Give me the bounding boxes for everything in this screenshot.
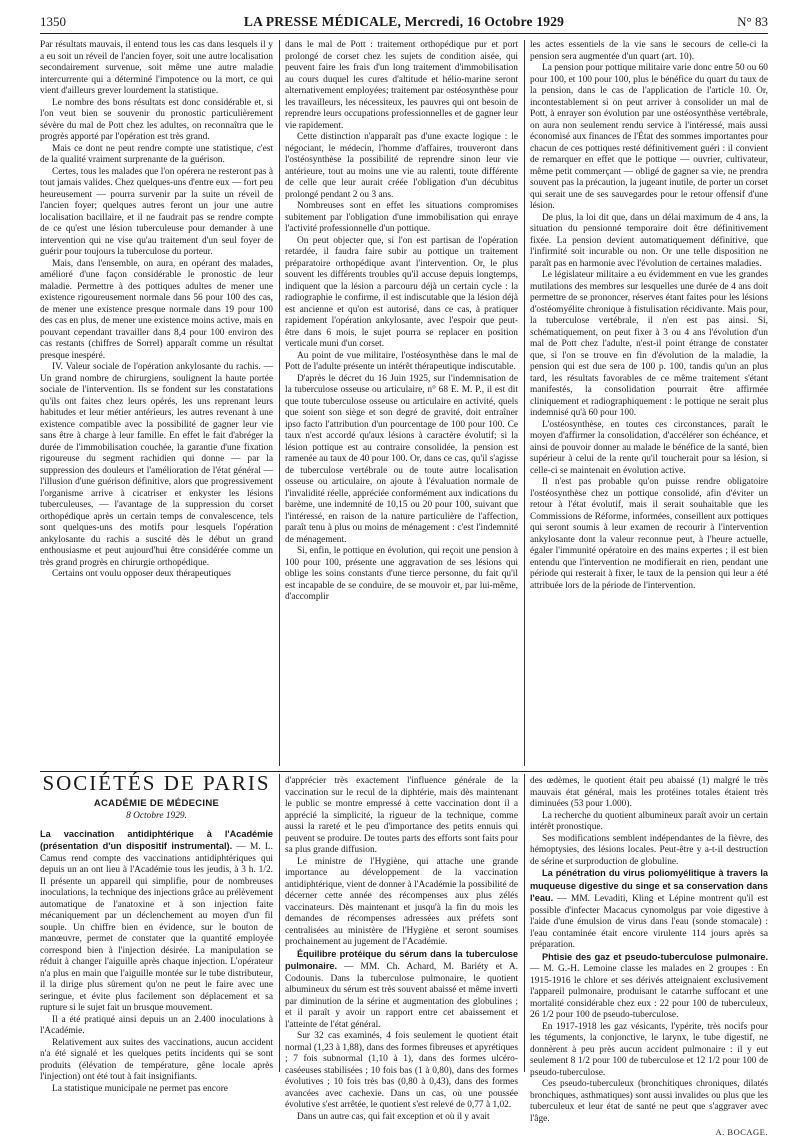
column-divider [524,774,525,1072]
paragraph: Nombreuses sont en effet les situations compromises subitement par l'obligation d'une immobilisation qui enraye l'activité professionnelle d'un pottique. [285,201,518,234]
section-title: SOCIÉTÉS DE PARIS [42,771,271,795]
article-column-1 [40,40,273,768]
paragraph: Il a été pratiqué ainsi depuis un an 2.400 inoculations à l'Académie. [40,1014,273,1036]
paragraph [285,949,518,1032]
signature: A. BOCAGE. [715,1127,768,1137]
paragraph: Cette distinction n'apparaît pas d'une exacte logique : le négociant, le médecin, l'homme d'affaires, trouveront dans l'ostéosynthèse la possibilité de reprendre sinon leur vie antérieure, tout au moins une vie au ralenti, toute différente de celle que leur aurait créée l'obligation d'un décubitus prolongé pendant 2 ou 3 ans. [285,132,518,200]
paragraph: Certes, tous les malades que l'on opérera ne resteront pas à tout jamais valides. Chez quelques-uns d'entre eux — fort peu heureusement — pourra survenir par la suite un réveil de l'ancien foyer; quelques autres feront un jour une autre localisation bacillaire, et il ne faudrait pas se rendre compte de ce qu'est une lésion tuberculeuse pour demander à une intervention qui ne vise qu'au traitement d'un seul foyer de guérir pour toujours la tuberculose du porteur. [40,166,273,257]
paragraph: En 1917-1918 les gaz vésicants, l'ypérite, très nocifs pour les téguments, la conjonctive, le larynx, le tube digestif, ne donnèrent à peu près aucun accident pulmonaire : il y eut seulement 8 1/2 pour 100 de tuberculose et 12 1/2 pour 100 de pseudo-tuberculose. [530,1021,768,1078]
societies-column-2 [285,776,518,1122]
paragraph: De plus, la loi dit que, dans un délai maximum de 4 ans, la situation du pensionné temporaire doit être définitivement fixée. La pension devient automatiquement définitive, que l'infirmité soit incurable ou non. Or une telle disposition ne paraît pas en harmonie avec l'évolution de certaines maladies. [530,212,768,269]
paragraph: Relativement aux suites des vaccinations, aucun accident n'a été signalé et les quelques petits incidents qui se sont produits (élévation de température, gêne locale après l'injection) ont été tout à fait insignifiants. [40,1037,273,1082]
paragraph: IV. Valeur sociale de l'opération ankylosante du rachis. — Un grand nombre de chirurgiens, soulignent la haute portée sociale de l'intervention. Ils se fondent sur les constatations qu'ils ont faites chez leurs opérés, les uns reprenant leurs habitudes et leur métier antérieurs, les autres revenant à une existence compatible avec la possibilité de gagner leur vie sans être à charge à leur famille. En effet le fait d'abréger la durée de l'immobilisation couchée, la garantie d'une fixation rigoureuse du segment rachidien qui donne — par la suppression des douleurs et l'amélioration de l'état général — l'illusion d'une guérison définitive, alors que progressivement l'organisme arrive à cicatriser et enkyster les lésions tuberculeuses, — l'avantage de la suppression du corset orthopédique après un certain temps de convalescence, tels sont quelques-uns des motifs pour lesquels l'opération ankylosante du rachis a suscité dès le début un grand enthousiasme et peut aujourd'hui être considérée comme un très grand progrès en chirurgie orthopédique. [40,362,273,568]
paragraph: Sur 32 cas examinés, 4 fois seulement le quotient était normal (1,23 à 1,88), dans des formes fibreuses et apyrétiques ; 7 fois subnormal (1,10 à 1), dans des formes ulcéro-caséeuses stabilisées ; 10 fois bas (1 à 0,80), dans des formes évolutives ; 10 fois très bas (0,80 à 0,43), dans des formes avancées avec cachexie. Dans un cas, où une poussée évolutive s'est arrêtée, le quotient s'est relevé de 0,77 à 1,02. [285,1031,518,1110]
paragraph-text: — MM. Ch. Achard, M. Bariéty et A. Codounis. Dans la tuberculose pulmonaire, le quotient albumineux du sérum est très souvent abaissé et même inverti par diminution de la sérine et augmentation des globulines ; et il paraît y avoir un rapport entre cet abaissement et l'atteinte de l'état général. [285,962,518,1030]
communication-heading: La pénétration du virus poliomyélitique à travers la muqueuse digestive du singe et sa conservation dans l'eau. [530,868,768,903]
paragraph: La pension pour pottique militaire varie donc entre 50 ou 60 pour 100, et 100 pour 100, plus le bénéfice du quart du taux de la pension, dans le cas de l'application de l'article 10. Or, incontestablement si on peut arriver à consolider un mal de Pott, à enrayer son évolution par une ostéosynthèse vertébrale, on aura non seulement rendu service à l'intéressé, mais aussi économisé aux finances de l'État des sommes importantes pour chacun de ces pottiques resté définitivement guéri : il convient de remarquer en effet que le pottique — ouvrier, cultivateur, même petit commerçant — obligé de gagner sa vie, ne prendra souvent pas la précaution, la jugeant inutile, de porter un corset qui serait une de ses sauvegardes pour le retour offensif d'une lésion. [530,63,768,211]
communication-heading: Phtisie des gaz et pseudo-tuberculose pulmonaire. [542,951,768,962]
societies-column-1-body [40,829,273,1096]
paragraph: L'ostéosynthèse, en toutes ces circonstances, paraît le moyen d'affirmer la consolidation, d'accélérer son échéance, et ainsi de pouvoir donner au malade le bénéfice de la santé, bien supérieur à celui de la rente qu'il toucherait pour sa lésion, si celle-ci se maintenait en évolution active. [530,419,768,476]
paragraph: d'apprécier très exactement l'influence générale de la vaccination sur le recul de la diphtérie, mais dès maintenant le public se montre empressé à cette vaccination dont il a apprécié la simplicité, la rigueur de la technique, comme aussi la rareté et le peu d'importance des petits ennuis qui peuvent se produire. De toutes parts des efforts sont faits pour sa plus grande diffusion. [285,776,518,855]
paragraph: La recherche du quotient albumineux paraît avoir un certain intérêt pronostique. [530,810,768,832]
paragraph: les actes essentiels de la vie sans le secours de celle-ci la pension sera augmentée d'un quart (art. 10). [530,40,768,62]
header-rule [40,33,768,34]
paragraph: Le nombre des bons résultats est donc considérable et, si l'on veut bien se souvenir du pronostic particulièrement sévère du mal de Pott chez les adultes, on reconnaîtra que le progrès apporté par l'opération est très grand. [40,97,273,142]
paragraph: Le ministre de l'Hygiène, qui attache une grande importance au développement de la vaccination antidiphtérique, vient de donner à l'Académie la possibilité de décerner cette année des récompenses aux plus zélés vaccinateurs. Dès maintenant et jusqu'à la fin du mois les demandes de récompenses adressées aux préfets sont centralisées au ministère de l'Hygiène et seront soumises prochainement au jugement de l'Académie. [285,856,518,947]
paragraph [530,952,768,1022]
paragraph: Ces pseudo-tuberculeux (bronchitiques chroniques, dilatés bronchiques, asthmatiques) sont aussi invalides ou plus que les tuberculeux et leur état de santé ne peut que s'aggraver avec l'âge. [530,1079,768,1124]
column-divider [279,40,280,766]
article-column-2 [285,40,518,768]
paragraph: Au point de vue militaire, l'ostéosynthèse dans le mal de Pott de l'adulte présente un intérêt thérapeutique indiscutable. [285,350,518,372]
paragraph [40,829,273,1015]
paragraph: Par résultats mauvais, il entend tous les cas dans lesquels il y a eu soit un réveil de l'ancien foyer, soit une autre localisation secondairement survenue, soit même une autre maladie intercurrente qui a déterminé l'impotence ou la mort, ce qui vient d'ailleurs grever lourdement la statistique. [40,40,273,96]
societies-column-1 [40,771,274,1094]
session-date: 8 Octobre 1929. [126,811,187,821]
academy-heading: ACADÉMIE DE MÉDECINE [93,797,220,809]
article-column-3 [530,40,768,768]
paragraph-text: — M. L. Camus rend compte des vaccinations antidiphtériques qui depuis un an ont lieu à l'Académie tous les jeudis, à 3 h. 1/2. Il présente un appareil qui simplifie, pour de nombreuses inoculations, la technique des injections grâce au prélèvement automatique de l'anatoxine et à son injection faite mécaniquement par un déclenchement au moyen d'un fil souple. Un chiffre bien en évidence, sur le bouton de manœuvre, permet de constater que la quantité employée correspond bien à l'injection désirée. La manipulation se réduit à changer l'aiguille après chaque injection. L'opérateur n'a plus en main que l'aiguille montée sur le tube distributeur, il la dirige plus sûrement qu'on ne peut le faire avec une seringue, et évite plus facilement son déplacement et sa rupture si le sujet fait un brusque mouvement. [40,842,274,1013]
paragraph: Mais, dans l'ensemble, on aura, en opérant des malades, amélioré d'une façon considérable le pronostic de leur maladie. Permettre à des pottiques adultes de mener une existence rigoureusement normale dans 56 pour 100 des cas, de mener une existence presque normale dans 19 pour 100 des cas en plus, de mener une existence moins active, mais en pouvant cependant travailler dans 8,4 pour 100 environ des cas restants (chiffres de Sorrel) apparaît comme un résultat presque inespéré. [40,258,273,361]
paragraph: dans le mal de Pott : traitement orthopédique pur et port prolongé de corset chez les sujets de condition aisée, qui peuvent faire les frais d'un long traitement d'immobilisation au cours duquel les cures d'altitude et hélio-marine seront alternativement employées; traitement par ostéosynthèse pour les travailleurs, les nécessiteux, les pauvres qui ont besoin de reprendre leurs occupations professionnelles et de gagner leur vie rapidement. [285,40,518,131]
paragraph: On peut objecter que, si l'on est partisan de l'opération retardée, il faudra faire subir au pottique un traitement préparatoire orthopédique avant l'intervention. Or, le plus souvent les différents troubles qu'il accuse depuis longtemps, indiquent que la lésion a parcouru déjà un certain cycle : la radiographie le confirme, il est indiscutable que la lésion déjà est ancienne et qu'on est autorisé, dans ce cas, à pratiquer rapidement l'opération ankylosante, avec l'espoir que peut-être dans 6 mois, le sujet pourra se replacer en position verticale muni d'un corset. [285,235,518,349]
paragraph: Ses modifications semblent indépendantes de la fièvre, des hémoptysies, des lésions locales. Peut-être y a-t-il destruction de sérine et surproduction de globuline. [530,833,768,867]
paragraph: des œdèmes, le quotient était peu abaissé (1) malgré le très mauvais état général, mais les protéines totales étaient très diminuées (53 pour 1.000). [530,776,768,809]
societies-column-3-body [530,776,768,1125]
column-divider [279,774,280,1072]
journal-title: LA PRESSE MÉDICALE, Mercredi, 16 Octobre 1929 [243,14,565,29]
page-header [40,14,768,32]
paragraph: Mais ce dont ne peut rendre compte une statistique, c'est de la qualité vraiment surprenante de la guérison. [40,143,273,165]
page-number: 1350 [40,14,66,29]
column-divider [524,40,525,766]
paragraph: Il n'est pas probable qu'on puisse rendre obligatoire l'ostéosynthèse chez un pottique consolidé, afin d'éviter un retour à l'état évolutif, mais il serait souhaitable que les Commissions de Réforme, informées, conseillent aux pottiques qui seront soumis à leur examen de recourir à l'intervention ankylosante dont la valeur reconnue peut, à l'heure actuelle, égaler l'immunité opératoire en des mains expertes ; il est bien entendu que l'intervention ne modifierait en rien, pendant une période qui resterait à fixer, le taux de la pension qui leur a été attribuée lors de la période de l'intervention. [530,477,768,591]
societies-column-3 [530,776,768,1137]
paragraph: Certains ont voulu opposer deux thérapeutiques [52,569,231,579]
paragraph: Si, enfin, le pottique en évolution, qui reçoit une pension à 100 pour 100, présente une aggravation de ses lésions qui oblige les soins constants d'une tierce personne, du fait qu'il est incapable de se conduire, de se mouvoir et, par lui-même, d'accomplir [285,546,518,602]
paragraph: La statistique municipale ne permet pas encore [52,1083,228,1094]
paragraph [530,868,768,952]
paragraph: D'après le décret du 16 Juin 1925, sur l'indemnisation de la tuberculose osseuse ou articulaire, n° 68 E. M. P., il est dit que toute tuberculose osseuse ou articulaire en activité, quels que soient son siège et son degré de gravité, doit entraîner ipso facto l'attribution d'un pourcentage de 100 pour 100. Ce taux n'est accordé qu'aux lésions à caractère évolutif; si la lésion pottique est au contraire consolidée, la pension est ramenée au taux de 40 pour 100. Or, dans ce cas, qu'il s'agisse de tuberculose vertébrale ou de toute autre localisation osseuse ou articulaire, on ajoute à l'évaluation normale de l'invalidité réelle, appréciée conformément aux indications du barème, une indemnité de 10,15 ou 20 pour 100, suivant que l'intéressé, en raison de la nature particulière de l'affection, paraît tenu à plus ou moins de ménagement : c'est l'indemnité de ménagement. [285,373,518,545]
paragraph-text: — M. G.-H. Lemoine classe les malades en 2 groupes : En 1915-1916 le chlore et ses dérivés atteignaient exclusivement l'appareil pulmonaire, produisant le catarrhe suffocant et une mortalité considérable chez eux : 22 pour 100 de tuberculeux, 26 1/2 pour 100 de pseudo-tuberculose. [530,964,768,1020]
communication-heading: La vaccination antidiphtérique à l'Académie (présentation d'un dispositif instrumental). [40,828,273,851]
paragraph: Le législateur militaire a eu évidemment en vue les grandes mutilations des membres sur lesquelles une durée de 4 ans doit permettre de se prononcer, réserves étant faites pour les lésions d'ostéomyélite chronique à fistulisation récidivante. Mais pour, la tuberculose vertébrale, il n'en est pas ainsi. Si, schématiquement, on peut fixer à 3 ou 4 ans l'évolution d'un mal de Pott chez l'adulte, n'est-il point étrange de constater que, si l'on se trouve en fin d'évolution de la maladie, la pension qui est due sera de 100 p. 100, tandis qu'un an plus tard, les résultats favorables de ce même traitement s'étant manifestés, la consolidation pourrait être affirmée cliniquement et radiographiquement : le pottique ne serait plus indemnisé qu'à 60 pour 100. [530,270,768,418]
communication-heading: Équilibre protéique du sérum dans la tuberculose pulmonaire. [285,948,518,971]
issue-number: N° 83 [737,14,768,29]
paragraph-text: — MM. Levaditi, Kling et Lépine montrent qu'il est possible d'infecter Macacus cynomolgus par voie digestive à l'aide d'une émulsion de virus dans l'eau (sonde stomacale) : l'eau contaminée était encore virulente 114 jours après sa préparation. [530,894,768,950]
paragraph: Dans un autre cas, qui fait exception et où il y avait [297,1111,490,1122]
